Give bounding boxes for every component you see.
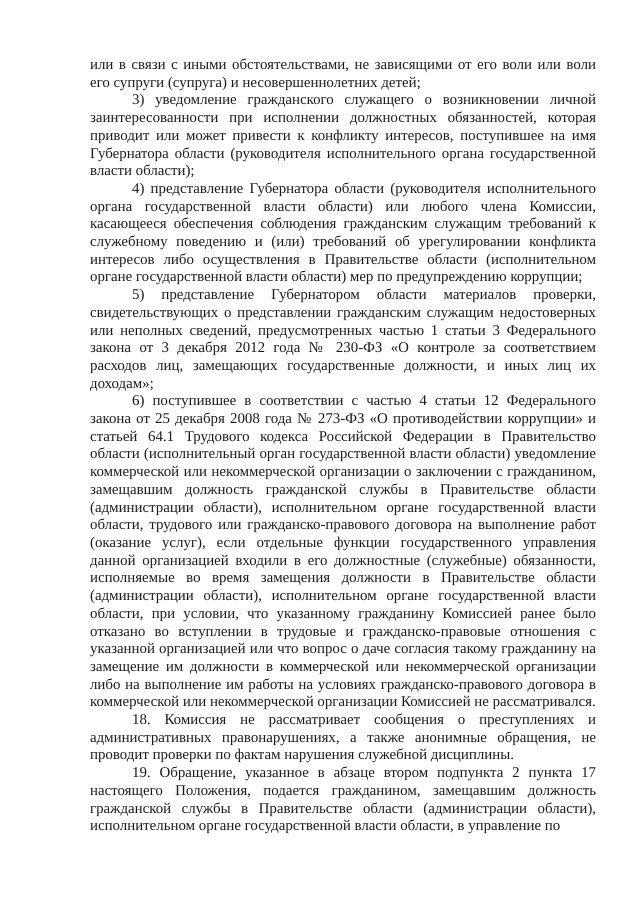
paragraph-item-4: 4) представление Губернатора области (руководителя исполнительного органа государственной власти области) или любого члена Комиссии, касающееся обеспечения соблюдения гражданским служащим требований к служебному поведению и (или) требований об урегулировании конфликта интересов либо осуществления в Правительстве области (исполнительном органе государственной власти области) мер по предупреждению коррупции;	[90, 180, 596, 286]
paragraph-item-3: 3) уведомление гражданского служащего о возникновении личной заинтересованности при исполнении должностных обязанностей, которая приводит или может привести к конфликту интересов, поступившее на имя Губернатора области (руководителя исполнительного органа государственной власти области);	[90, 92, 596, 180]
paragraph-continuation: или в связи с иными обстоятельствами, не зависящими от его воли или воли его супруги (супруга) и несовершеннолетних детей;	[90, 57, 596, 91]
paragraph-clause-19: 19. Обращение, указанное в абзаце втором подпункта 2 пункта 17 настоящего Положения, подается гражданином, замещавшим должность гражданской службы в Правительстве области (администрации области), исполнительном органе государственной власти области, в управление по	[90, 765, 596, 835]
document-page	[90, 57, 596, 836]
paragraph-item-6: 6) поступившее в соответствии с частью 4 статьи 12 Федерального закона от 25 декабря 2008 года № 273-ФЗ «О противодействии коррупции» и статьей 64.1 Трудового кодекса Российской Федерации в Правительство области (исполнительный орган государственной власти области) уведомление коммерческой или некоммерческой организации о заключении с гражданином, замещавшим должность гражданской службы в Правительстве области (администрации области), исполнительном органе государственной власти области, трудового или гражданско-правового договора на выполнение работ (оказание услуг), если отдельные функции государственного управления данной организацией входили в его должностные (служебные) обязанности, исполняемые во время замещения должности в Правительстве области (администрации области), исполнительном органе государственной власти области, при условии, что указанному гражданину Комиссией ранее было отказано во вступлении в трудовые и гражданско-правовые отношения с указанной организацией или что вопрос о даче согласия такому гражданину на замещение им должности в коммерческой или некоммерческой организации либо на выполнение им работы на условиях гражданско-правового договора в коммерческой или некоммерческой организации Комиссией не рассматривался.	[90, 393, 596, 711]
paragraph-item-5: 5) представление Губернатором области материалов проверки, свидетельствующих о представлении гражданским служащим недостоверных или неполных сведений, предусмотренных частью 1 статьи 3 Федерального закона от 3 декабря 2012 года № 230-ФЗ «О контроле за соответствием расходов лиц, замещающих государственные должности, и иных лиц их доходам»;	[90, 287, 596, 392]
paragraph-clause-18: 18. Комиссия не рассматривает сообщения о преступлениях и административных правонарушениях, а также анонимные обращения, не проводит проверки по фактам нарушения служебной дисциплины.	[90, 712, 596, 764]
